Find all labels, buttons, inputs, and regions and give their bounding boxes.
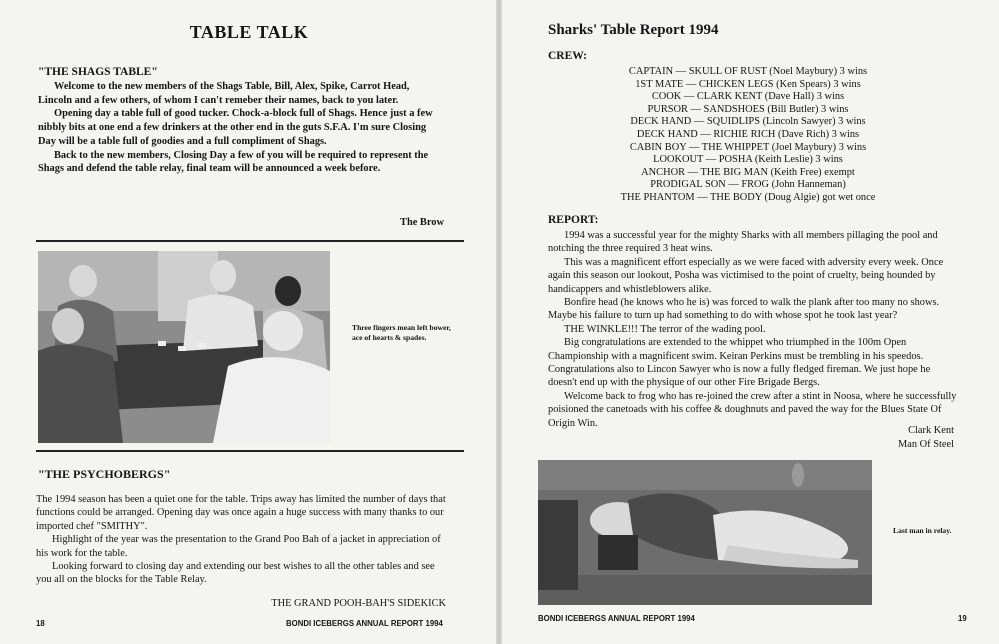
shags-article: [38, 80, 434, 176]
report-paragraph: THE WINKLE!!! The terror of the wading pool.: [564, 323, 766, 335]
crew-item: DECK HAND — SQUIDLIPS (Lincoln Sawyer) 3 wins: [630, 116, 866, 128]
divider-bottom: [36, 450, 464, 452]
report-heading: REPORT:: [548, 214, 599, 226]
crew-item: LOOKOUT — POSHA (Keith Leslie) 3 wins: [653, 154, 843, 166]
crew-list: [548, 66, 948, 205]
crew-item: THE PHANTOM — THE BODY (Doug Algie) got wet once: [620, 191, 876, 203]
crew-item: ANCHOR — THE BIG MAN (Keith Free) exempt: [641, 166, 855, 178]
footer-left: BONDI ICEBERGS ANNUAL REPORT 1994: [286, 619, 443, 628]
signature-name: Clark Kent: [908, 425, 954, 436]
shags-paragraph: Back to the new members, Closing Day a few of you will be required to represent the Shags and defend the table relay, final team will be announced a week before.: [38, 149, 429, 175]
crew-item: CAPTAIN — SKULL OF RUST (Noel Maybury) 3 wins: [628, 66, 868, 77]
page-number-left: 18: [36, 619, 45, 628]
shags-signature: The Brow: [400, 217, 444, 228]
page-number-right: 19: [958, 614, 967, 623]
signature-title: Man Of Steel: [898, 439, 954, 450]
footer-right: BONDI ICEBERGS ANNUAL REPORT 1994: [538, 614, 695, 623]
crew-item: COOK — CLARK KENT (Dave Hall) 3 wins: [651, 91, 845, 103]
report-paragraph: Bonfire head (he knows who he is) was forced to walk the plank after too many no shows. Maybe his failure to turn up had something to do with whose spot he took last year?: [548, 297, 940, 322]
shags-paragraph: Welcome to the new members of the Shags Table, Bill, Alex, Spike, Carrot Head, Lincoln and a few others, of whom I can't remeber their names, back to you later.: [38, 81, 410, 106]
last-man-photo: [538, 460, 872, 605]
card-players-photo: [38, 251, 330, 443]
crew-item: 1ST MATE — CHICKEN LEGS (Ken Spears) 3 wins: [635, 78, 861, 90]
page-title-table-talk: TABLE TALK: [189, 22, 309, 42]
report-paragraph: This was a magnificent effort especially as we were faced with adversity every week. Once again this season our lookout, Posha was victimised to the point of cruelty, being hounded by handicappers and whistleblowers alike.: [548, 256, 944, 295]
report-paragraph: Big congratulations are extended to the whippet who triumphed in the 100m Open Championship with a magnificent swim. Keiran Perkins must be trembling in his speedos. Congratulations also to Lincon Sawyer who is now a fully fledged fireman. We just hope he doesn't end up with the physique of our other Fire Brigade Bergs.: [548, 337, 931, 389]
psychobergs-signature: THE GRAND POOH-BAH'S SIDEKICK: [271, 598, 446, 609]
crew-item: CABIN BOY — THE WHIPPET (Joel Maybury) 3 wins: [629, 141, 867, 153]
report-article: [548, 229, 958, 430]
psychobergs-paragraph: Highlight of the year was the presentation to the Grand Poo Bah of a jacket in appreciation of his work for the table.: [36, 534, 441, 559]
psychobergs-paragraph: The 1994 season has been a quiet one for the table. Trips away has limited the number of days that functions could be arranged. Opening day was once again a huge success with many thanks to our imported chef "SMITHY".: [36, 494, 446, 532]
photo-caption-right: Last man in relay.: [893, 526, 952, 535]
psychobergs-article: [36, 493, 448, 587]
divider-top: [36, 240, 464, 242]
psychobergs-paragraph: Looking forward to closing day and extending our best wishes to all the other tables and see you all on the blocks for the Table Relay.: [36, 561, 435, 586]
shags-paragraph: Opening day a table full of good tucker. Chock-a-block full of Shags. Hence just a few nibbly bits at one end a few drinkers at the other end in the guts S.F.A. I'm sure Closing Day will be a table full of goodies and a full compliment of Shags.: [38, 108, 433, 147]
crew-item: PRODIGAL SON — FROG (John Hanneman): [650, 179, 846, 191]
page-gutter: [496, 0, 502, 644]
psychobergs-heading: "THE PSYCHOBERGS": [38, 467, 171, 481]
report-paragraph: Welcome back to frog who has re-joined the crew after a stint in Noosa, where he successfully poisioned the canetoads with his coffee & doughnuts and paved the way for the Blues State Of Origin Win.: [548, 390, 957, 429]
photo-caption-left: Three fingers mean left bower, ace of hearts & spades.: [352, 323, 451, 342]
crew-item: PURSOR — SANDSHOES (Bill Butler) 3 wins: [647, 103, 849, 115]
report-paragraph: 1994 was a successful year for the mighty Sharks with all members pillaging the pool and notching the three required 3 heat wins.: [548, 230, 938, 255]
crew-item: DECK HAND — RICHIE RICH (Dave Rich) 3 wins: [636, 128, 860, 140]
crew-heading: CREW:: [548, 50, 587, 62]
page-title-sharks: Sharks' Table Report 1994: [548, 22, 719, 38]
shags-heading: "THE SHAGS TABLE": [38, 66, 158, 78]
